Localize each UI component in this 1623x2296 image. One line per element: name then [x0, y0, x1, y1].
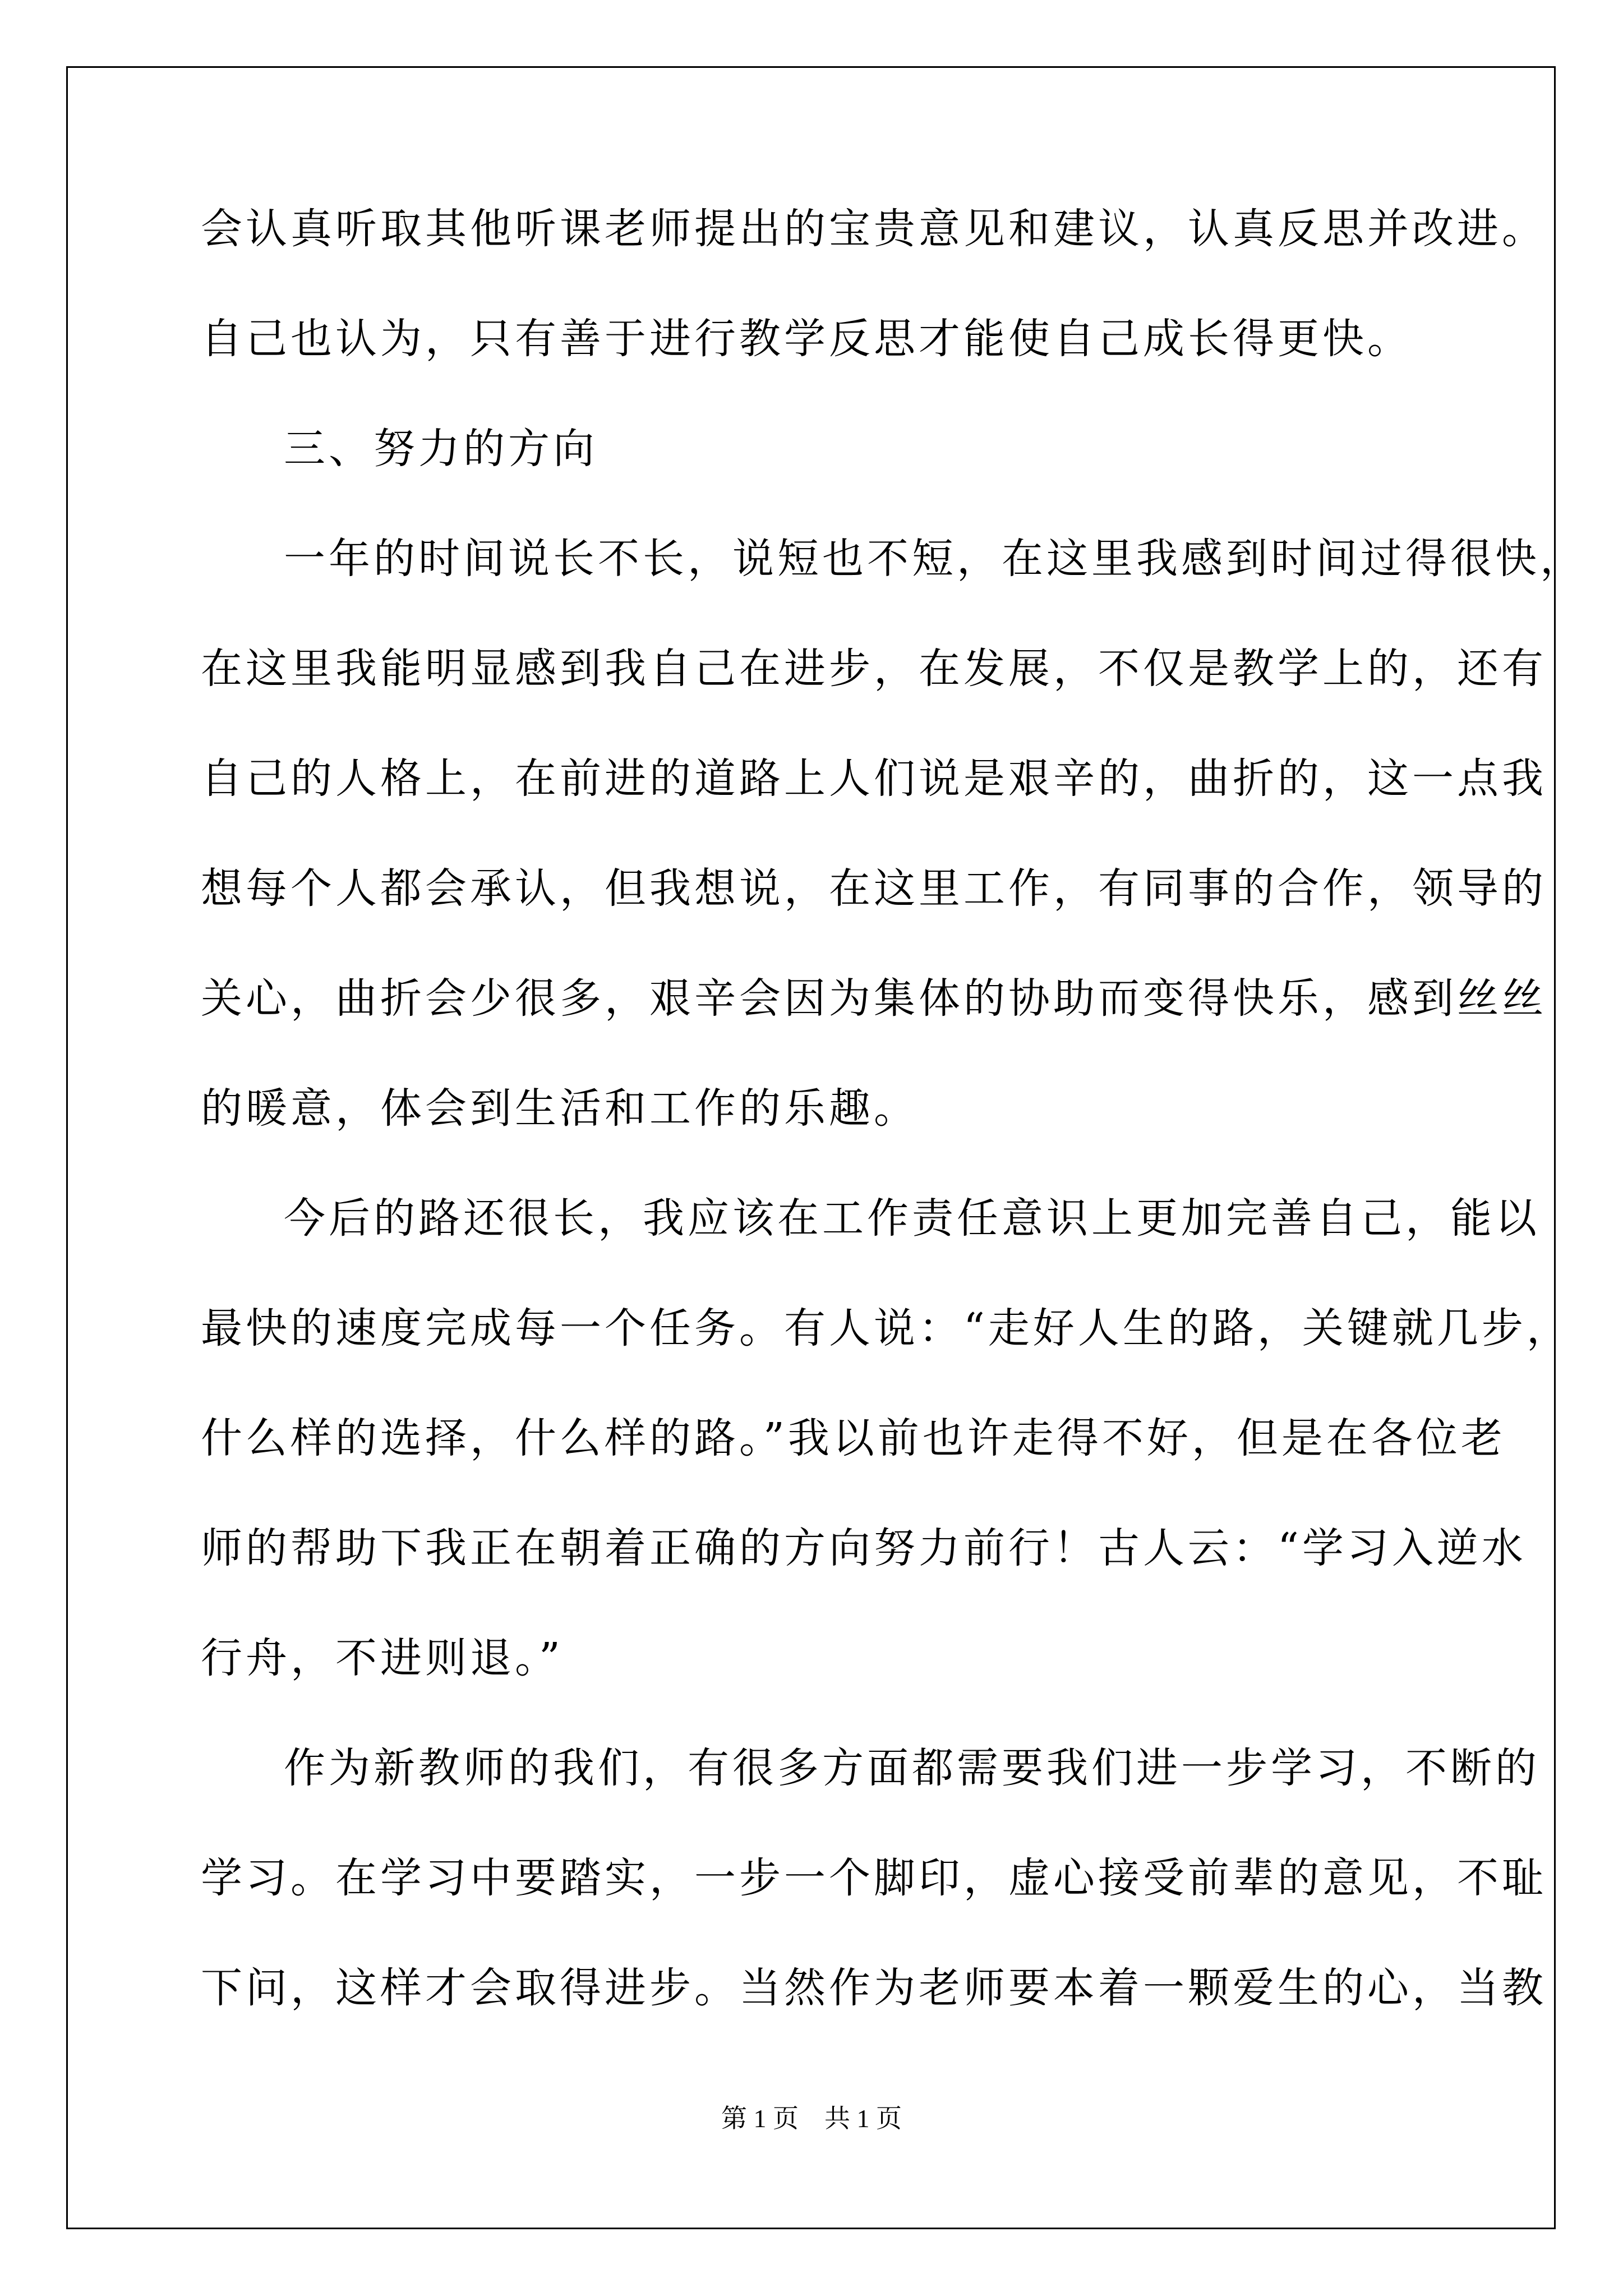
- document-body: [201, 202, 1585, 2071]
- text-line: 想每个人都会承认，但我想说，在这里工作，有同事的合作，领导的: [201, 864, 1547, 913]
- section-heading: 三、努力的方向: [284, 425, 598, 473]
- text-line: 在这里我能明显感到我自己在进步，在发展，不仅是教学上的，还有: [201, 645, 1547, 693]
- text-line: 最快的速度完成每一个任务。有人说：“走好人生的路，关键就几步，: [201, 1304, 1571, 1352]
- text-line: 会认真听取其他听课老师提出的宝贵意见和建议，认真反思并改进。: [201, 205, 1547, 253]
- text-line: 下问，这样才会取得进步。当然作为老师要本着一颗爱生的心，当教: [201, 1964, 1547, 2012]
- text-line: 师的帮助下我正在朝着正确的方向努力前行！古人云：“学习入逆水: [201, 1524, 1527, 1572]
- text-line: 自己也认为，只有善于进行教学反思才能使自己成长得更快。: [201, 315, 1412, 363]
- text-line: 一年的时间说长不长，说短也不短，在这里我感到时间过得很快，: [284, 535, 1585, 583]
- text-line: 自己的人格上，在前进的道路上人们说是艰辛的，曲折的，这一点我: [201, 754, 1547, 803]
- text-line: 什么样的选择，什么样的路。”我以前也许走得不好，但是在各位老: [201, 1414, 1506, 1462]
- text-line: 今后的路还很长，我应该在工作责任意识上更加完善自己，能以: [284, 1194, 1540, 1243]
- page-footer: 第 1 页 共 1 页: [721, 2104, 902, 2133]
- text-line: 行舟，不进则退。”: [201, 1634, 564, 1682]
- text-line: 关心，曲折会少很多，艰辛会因为集体的协助而变得快乐，感到丝丝: [201, 974, 1547, 1023]
- text-line: 学习。在学习中要踏实，一步一个脚印，虚心接受前辈的意见，不耻: [201, 1854, 1547, 1902]
- text-line: 的暖意，体会到生活和工作的乐趣。: [201, 1084, 919, 1133]
- text-line: 作为新教师的我们，有很多方面都需要我们进一步学习，不断的: [284, 1744, 1540, 1792]
